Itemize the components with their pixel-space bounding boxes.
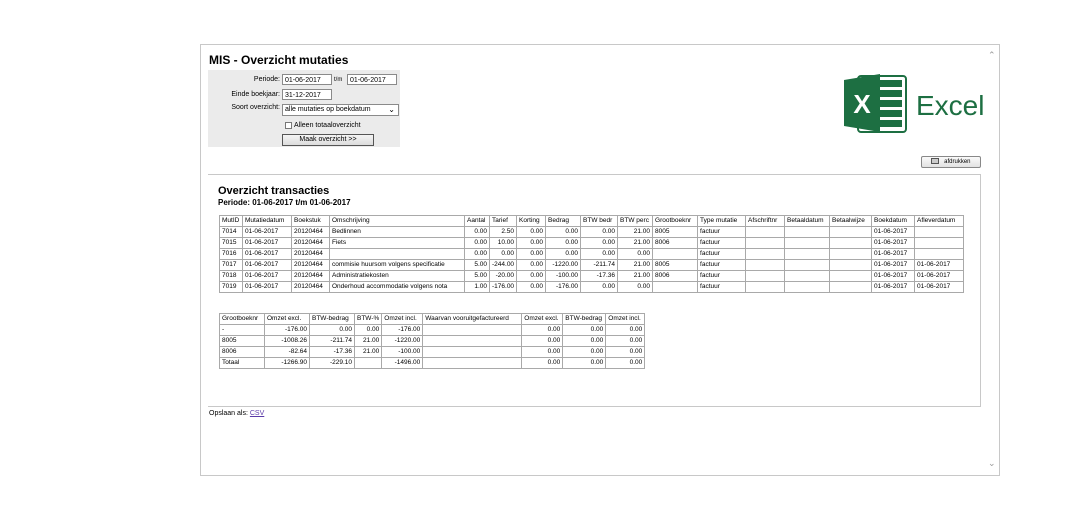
table-cell: 0.00 xyxy=(465,238,490,249)
table-cell: 20120464 xyxy=(292,238,330,249)
table-cell: 01-06-2017 xyxy=(915,260,964,271)
table-cell: 21.00 xyxy=(355,347,382,358)
table-cell: -244.00 xyxy=(490,260,517,271)
einde-boekjaar-label: Einde boekjaar: xyxy=(231,91,280,98)
soort-overzicht-value: alle mutaties op boekdatum xyxy=(285,106,371,113)
column-header: Mutatiedatum xyxy=(243,216,292,227)
table-cell: 01-06-2017 xyxy=(243,249,292,260)
table-cell: 0.00 xyxy=(563,358,606,369)
table-cell: 0.00 xyxy=(355,325,382,336)
table-cell: 8005 xyxy=(653,260,698,271)
table-cell: 01-06-2017 xyxy=(872,260,915,271)
table-cell: 0.00 xyxy=(581,238,618,249)
scroll-down-arrow-icon[interactable]: ⌄ xyxy=(988,458,996,468)
periode-from-input[interactable]: 01-06-2017 xyxy=(282,74,332,85)
table-cell: 0.00 xyxy=(465,227,490,238)
table-cell xyxy=(915,249,964,260)
table-cell: 20120464 xyxy=(292,282,330,293)
table-cell: -20.00 xyxy=(490,271,517,282)
table-cell xyxy=(746,238,785,249)
table-cell xyxy=(785,282,830,293)
save-as-line xyxy=(209,410,264,417)
table-cell: Onderhoud accommodatie volgens nota xyxy=(330,282,465,293)
table-cell xyxy=(746,249,785,260)
table-cell xyxy=(785,271,830,282)
printer-icon xyxy=(931,158,939,164)
table-cell: 0.00 xyxy=(563,347,606,358)
column-header: Betaalwijze xyxy=(830,216,872,227)
column-header: BTW-bedrag xyxy=(310,314,355,325)
column-header: Omschrijving xyxy=(330,216,465,227)
table-cell: 8005 xyxy=(220,336,265,347)
periode-to-input[interactable]: 01-06-2017 xyxy=(347,74,397,85)
column-header: Tarief xyxy=(490,216,517,227)
table-cell: 5.00 xyxy=(465,260,490,271)
column-header: BTW bedr xyxy=(581,216,618,227)
table-cell: 0.00 xyxy=(581,282,618,293)
table-cell xyxy=(423,347,522,358)
table-cell: 01-06-2017 xyxy=(872,249,915,260)
soort-overzicht-select[interactable] xyxy=(282,104,399,116)
table-cell xyxy=(830,260,872,271)
totaal-checkbox-label: Alleen totaaloverzicht xyxy=(294,122,361,129)
header-row xyxy=(220,216,964,227)
table-cell: factuur xyxy=(698,282,746,293)
table-cell: -229.10 xyxy=(310,358,355,369)
table-cell: 0.00 xyxy=(606,325,645,336)
table-row xyxy=(220,238,964,249)
column-header: Boekdatum xyxy=(872,216,915,227)
table-cell: Fiets xyxy=(330,238,465,249)
column-header: Grootboeknr xyxy=(220,314,265,325)
table-cell: - xyxy=(220,325,265,336)
table-row xyxy=(220,249,964,260)
column-header: Boekstuk xyxy=(292,216,330,227)
table-row xyxy=(220,325,645,336)
table-cell: -17.36 xyxy=(581,271,618,282)
table-cell: factuur xyxy=(698,227,746,238)
table-cell xyxy=(746,227,785,238)
table-cell: 0.00 xyxy=(490,249,517,260)
table-cell: 7014 xyxy=(220,227,243,238)
table-cell: 21.00 xyxy=(618,238,653,249)
afdrukken-label: afdrukken xyxy=(944,159,971,165)
table-cell: Totaal xyxy=(220,358,265,369)
table-cell: Bedlinnen xyxy=(330,227,465,238)
einde-boekjaar-input[interactable]: 31-12-2017 xyxy=(282,89,332,100)
table-cell: 0.00 xyxy=(517,249,546,260)
table-cell: 8006 xyxy=(653,271,698,282)
table-cell: 01-06-2017 xyxy=(872,238,915,249)
table-cell: 2.50 xyxy=(490,227,517,238)
table-cell xyxy=(423,358,522,369)
table-cell: 7015 xyxy=(220,238,243,249)
table-cell: -17.36 xyxy=(310,347,355,358)
table-row xyxy=(220,227,964,238)
save-as-label: Opslaan als: xyxy=(209,410,248,417)
table-cell: -1496.00 xyxy=(382,358,423,369)
column-header: BTW-bedrag xyxy=(563,314,606,325)
column-header: Omzet excl. xyxy=(522,314,563,325)
table-cell: -211.74 xyxy=(310,336,355,347)
table-cell: -176.00 xyxy=(546,282,581,293)
column-header: Waarvan vooruitgefactureerd xyxy=(423,314,522,325)
totaal-checkbox[interactable] xyxy=(285,122,292,129)
table-cell xyxy=(915,238,964,249)
table-cell: 0.00 xyxy=(517,271,546,282)
table-cell: 7018 xyxy=(220,271,243,282)
table-cell: 0.00 xyxy=(606,347,645,358)
table-cell: -211.74 xyxy=(581,260,618,271)
table-cell: 10.00 xyxy=(490,238,517,249)
afdrukken-button[interactable] xyxy=(921,156,981,168)
table-cell: 20120464 xyxy=(292,227,330,238)
table-cell: 20120464 xyxy=(292,249,330,260)
table-cell: 0.00 xyxy=(310,325,355,336)
table-cell: 01-06-2017 xyxy=(243,271,292,282)
table-cell: 5.00 xyxy=(465,271,490,282)
table-cell: -1220.00 xyxy=(546,260,581,271)
table-cell: commisie huursom volgens specificatie xyxy=(330,260,465,271)
column-header: MutID xyxy=(220,216,243,227)
table-cell: 21.00 xyxy=(618,260,653,271)
table-cell: factuur xyxy=(698,260,746,271)
results-title: Overzicht transacties xyxy=(218,185,330,197)
table-cell xyxy=(423,336,522,347)
table-row xyxy=(220,282,964,293)
scroll-up-arrow-icon[interactable]: ⌃ xyxy=(988,50,996,60)
table-cell: 21.00 xyxy=(355,336,382,347)
table-cell: 0.00 xyxy=(465,249,490,260)
table-cell: 1.00 xyxy=(465,282,490,293)
table-row xyxy=(220,358,645,369)
table-cell: factuur xyxy=(698,238,746,249)
column-header: Afleverdatum xyxy=(915,216,964,227)
table-cell: 01-06-2017 xyxy=(915,282,964,293)
table-cell: 0.00 xyxy=(563,325,606,336)
table-cell: 0.00 xyxy=(522,336,563,347)
table-cell: -176.00 xyxy=(265,325,310,336)
page-title: MIS - Overzicht mutaties xyxy=(209,53,349,67)
table-cell: 0.00 xyxy=(522,325,563,336)
column-header: Omzet excl. xyxy=(265,314,310,325)
column-header: Type mutatie xyxy=(698,216,746,227)
maak-overzicht-button[interactable]: Maak overzicht >> xyxy=(282,134,374,146)
column-header: Korting xyxy=(517,216,546,227)
table-cell: 0.00 xyxy=(581,227,618,238)
csv-link[interactable]: CSV xyxy=(249,410,265,417)
table-cell: Administratiekosten xyxy=(330,271,465,282)
soort-overzicht-label: Soort overzicht: xyxy=(231,104,280,111)
column-header: Afschriftnr xyxy=(746,216,785,227)
table-cell: 0.00 xyxy=(522,347,563,358)
table-row xyxy=(220,271,964,282)
table-cell: 20120464 xyxy=(292,260,330,271)
table-cell: factuur xyxy=(698,271,746,282)
table-cell: 0.00 xyxy=(517,260,546,271)
table-cell: 20120464 xyxy=(292,271,330,282)
table-cell xyxy=(785,227,830,238)
table-cell: 0.00 xyxy=(581,249,618,260)
table-cell xyxy=(653,282,698,293)
table-cell: 01-06-2017 xyxy=(872,282,915,293)
column-header: Bedrag xyxy=(546,216,581,227)
table-cell: 01-06-2017 xyxy=(243,227,292,238)
table-cell: 0.00 xyxy=(546,238,581,249)
table-row xyxy=(220,260,964,271)
table-cell: -100.00 xyxy=(382,347,423,358)
column-header: Omzet incl. xyxy=(606,314,645,325)
results-period: Periode: 01-06-2017 t/m 01-06-2017 xyxy=(218,198,351,207)
column-header: Grootboeknr xyxy=(653,216,698,227)
column-header: BTW-% xyxy=(355,314,382,325)
table-cell: 0.00 xyxy=(546,249,581,260)
table-cell: 0.00 xyxy=(522,358,563,369)
table-cell xyxy=(423,325,522,336)
table-cell xyxy=(830,271,872,282)
table-cell: 0.00 xyxy=(517,238,546,249)
table-cell: 21.00 xyxy=(618,227,653,238)
excel-label: Excel xyxy=(916,90,985,121)
transactions-table xyxy=(219,215,964,293)
excel-logo xyxy=(844,72,985,134)
table-cell xyxy=(785,238,830,249)
table-cell: -1266.90 xyxy=(265,358,310,369)
table-cell: 01-06-2017 xyxy=(243,238,292,249)
table-cell: 01-06-2017 xyxy=(872,271,915,282)
table-cell xyxy=(355,358,382,369)
table-cell xyxy=(915,227,964,238)
table-cell: 7017 xyxy=(220,260,243,271)
table-cell: 0.00 xyxy=(546,227,581,238)
column-header: Betaaldatum xyxy=(785,216,830,227)
table-cell: 0.00 xyxy=(606,358,645,369)
table-cell xyxy=(653,249,698,260)
table-cell xyxy=(746,260,785,271)
svg-text:X: X xyxy=(853,89,871,119)
table-cell: -1008.26 xyxy=(265,336,310,347)
table-cell xyxy=(785,260,830,271)
table-row xyxy=(220,336,645,347)
table-cell: 0.00 xyxy=(618,249,653,260)
table-cell: 0.00 xyxy=(517,227,546,238)
table-cell xyxy=(746,271,785,282)
table-cell xyxy=(785,249,830,260)
table-cell: -176.00 xyxy=(382,325,423,336)
table-cell: 0.00 xyxy=(606,336,645,347)
table-cell: 01-06-2017 xyxy=(915,271,964,282)
table-cell: 01-06-2017 xyxy=(243,260,292,271)
summary-table xyxy=(219,313,645,369)
table-cell: 7016 xyxy=(220,249,243,260)
table-cell: 01-06-2017 xyxy=(243,282,292,293)
table-cell: 7019 xyxy=(220,282,243,293)
table-cell xyxy=(330,249,465,260)
table-cell: 8006 xyxy=(653,238,698,249)
column-header: Omzet incl. xyxy=(382,314,423,325)
table-cell: factuur xyxy=(698,249,746,260)
table-cell: 21.00 xyxy=(618,271,653,282)
chevron-down-icon: ⌄ xyxy=(388,105,395,114)
table-cell: 01-06-2017 xyxy=(872,227,915,238)
table-cell: 8006 xyxy=(220,347,265,358)
table-cell: -176.00 xyxy=(490,282,517,293)
table-row xyxy=(220,347,645,358)
table-cell: -1220.00 xyxy=(382,336,423,347)
table-cell: 0.00 xyxy=(517,282,546,293)
table-cell: -100.00 xyxy=(546,271,581,282)
tm-label: t/m xyxy=(334,77,343,83)
column-header: Aantal xyxy=(465,216,490,227)
table-cell xyxy=(830,238,872,249)
periode-label: Periode: xyxy=(253,76,280,83)
table-cell: 0.00 xyxy=(618,282,653,293)
table-cell xyxy=(830,249,872,260)
table-cell xyxy=(830,227,872,238)
header-row xyxy=(220,314,645,325)
table-cell xyxy=(746,282,785,293)
table-cell xyxy=(830,282,872,293)
table-cell: -82.64 xyxy=(265,347,310,358)
table-cell: 0.00 xyxy=(563,336,606,347)
table-cell: 8005 xyxy=(653,227,698,238)
column-header: BTW perc xyxy=(618,216,653,227)
